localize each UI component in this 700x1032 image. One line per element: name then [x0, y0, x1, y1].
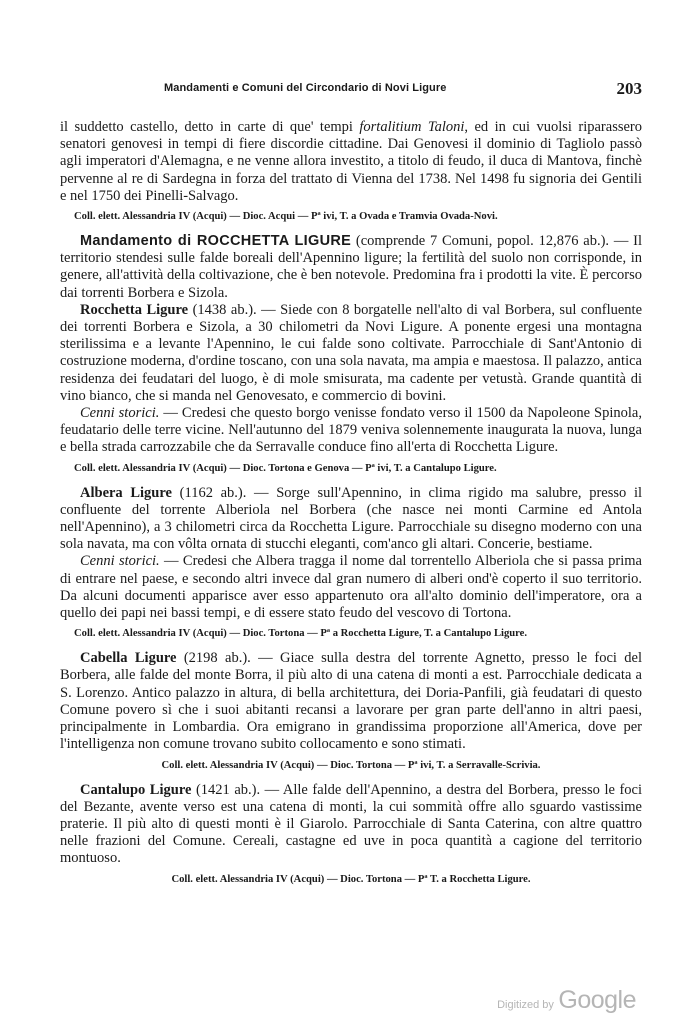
- paragraph-mandamento: [60, 233, 642, 302]
- paragraph-text: (1162 ab.). — Sorge sull'Apennino, in clima rigido ma salubre, presso il confluente del torrente Alberiola nel Borbera (che nasce nei monti Carmine ed Antola nell'Apennino), a 3 chilometri circa da Rocchetta Ligure. Parrocchiale su disegno moderno con una sola navata, ma con vôlta ornata di stucchi eleganti, com'anco gli altari. Concerie, bestiame.: [60, 484, 642, 553]
- running-header: [60, 80, 642, 102]
- italic-phrase: fortalitium Taloni: [359, 119, 465, 135]
- page-body: [60, 119, 642, 896]
- paragraph-text: — Credesi che questo borgo venisse fondato verso il 1500 da Napoleone Spinola, feudatario delle terre vicine. Nell'autunno del 1879 veniva solennemente inaugurata la nuova, lunga e bella strada carrozzabile che da Serravalle conduce fino all'erta di Rocchetta Ligure.: [60, 405, 642, 456]
- entry-heading: Cantalupo Ligure: [80, 781, 192, 798]
- history-heading: Cenni storici.: [80, 553, 160, 570]
- entry-heading: Rocchetta Ligure: [80, 301, 189, 318]
- header-title: Mandamenti e Comuni del Circondario di Novi Ligure: [164, 82, 447, 94]
- digitization-watermark: [497, 986, 636, 1015]
- electoral-note: Coll. elett. Alessandria IV (Acqui) — Dioc. Tortona — Pª ivi, T. a Serravalle-Scrivia.: [161, 759, 541, 771]
- electoral-note: Coll. elett. Alessandria IV (Acqui) — Dioc. Tortona — Pª T. a Rocchetta Ligure.: [171, 873, 531, 885]
- paragraph-text: (1438 ab.). — Siede con 8 borgatelle nell'alto di val Borbera, sul confluente dei torrenti Borbera e Sizola, a 30 chilometri da Novi Ligure. A ponente ergesi una montagna sterilissima e a levante l'Apennino, le cui falde sono coltivate. Parrocchiale di Sant'Antonio di costruzione moderna, d'ordine toscano, con una sola navata, ma ampia e maestosa. Il palazzo, antica residenza dei feudatari del luogo, è di mole smisurata, ma cadente per vetustà. Grande quantità di vino bianco, che si manda nel Genovesato, e commercio di bovini.: [60, 301, 643, 404]
- paragraph-text: (1421 ab.). — Alle falde dell'Apennino, a destra del Borbera, presso le foci del Bezante, avente verso est una catena di monti, la cui sommità offre allo sguardo vastissime praterie. Il più alto di questi monti è il Giarolo. Parrocchiale di Santa Caterina, con altre quattro nelle frazioni del Comune. Cereali, castagne ed uve in poca quantità a cagione del territorio montuoso.: [60, 781, 642, 867]
- paragraph-text: , ed in cui vuolsi riparassero senatori genovesi in tempi di fiere discordie cittadine. Dai Genovesi il dominio di Tagliolo passò agli imperatori d'Alemagna, e ne venne allora investito, a titolo di feudo, il duca di Mantova, finchè pervenne al re di Sardegna in forza del trattato di Vienna del 1738. Nel 1498 fu signoria dei Gentili e nel 1750 dei Pinelli-Salvago.: [60, 119, 643, 204]
- electoral-note: Coll. elett. Alessandria IV (Acqui) — Dioc. Tortona — Pª a Rocchetta Ligure, T. a Cantalupo Ligure.: [74, 628, 528, 640]
- paragraph-text: il suddetto castello, detto in carte di que' tempi: [60, 119, 360, 135]
- entry-heading: Mandamento di ROCCHETTA LIGURE: [80, 233, 352, 250]
- paragraph-text: — Credesi che Albera tragga il nome dal torrentello Alberiola che si passa prima di entrare nel paese, e secondo altri invece dal gran numero di alberi ond'è coperto il suo territorio. Da alcuni documenti apparisce aver esso appartenuto ora all'alto dominio dell'imperatore, ora a quello dei papi nei bassi tempi, e di essere stato feudo del vescovo di Tortona.: [60, 553, 642, 622]
- paragraph-text: (comprende 7 Comuni, popol. 12,876 ab.). — Il territorio stendesi sulle falde boreali dell'Apennino ligure; la fertilità del suolo non corrisponde, in genere, all'attività della coltivazione, che è ben notevole. Predomina fra i prodotti la vite. È percorso dai torrenti Borbera e Sizola.: [60, 233, 642, 301]
- paragraph-cabella: [60, 650, 642, 753]
- paragraph-albera: [60, 485, 642, 554]
- entry-heading: Albera Ligure: [80, 484, 172, 501]
- paragraph-text: (2198 ab.). — Giace sulla destra del torrente Agnetto, presso le foci del Borbera, alle falde del monte Borra, il più alto di una catena di monti a est. Parrocchiale dedicata a S. Lorenzo. Antico palazzo in altura, di bella architettura, dei Doria-Panfili, già feudatari di questo Comune povero sì che i suoi abitanti recansi a lavorare per gran parte dell'anno in altri paesi, principalmente in Lombardia. Ora emigrano in grandissima proporzione all'America, dove per l'intelligenza non comune trovano subito collocamento e sono stimati.: [60, 650, 642, 753]
- paragraph-tagliolo-continued: [60, 119, 642, 205]
- paragraph-rocchetta-history: [60, 405, 642, 457]
- electoral-note: Coll. elett. Alessandria IV (Acqui) — Dioc. Acqui — Pª ivi, T. a Ovada e Tramvia Ovada-Novi.: [74, 211, 498, 223]
- history-heading: Cenni storici.: [80, 405, 160, 422]
- paragraph-rocchetta: [60, 302, 642, 405]
- entry-heading: Cabella Ligure: [80, 650, 177, 667]
- electoral-note: Coll. elett. Alessandria IV (Acqui) — Dioc. Tortona e Genova — Pª ivi, T. a Cantalupo Ligure.: [74, 462, 497, 474]
- paragraph-cantalupo: [60, 782, 642, 868]
- paragraph-albera-history: [60, 553, 642, 622]
- google-logo: Google: [558, 986, 636, 1014]
- page-number: 203: [616, 79, 642, 98]
- watermark-prefix: Digitized by: [497, 999, 554, 1011]
